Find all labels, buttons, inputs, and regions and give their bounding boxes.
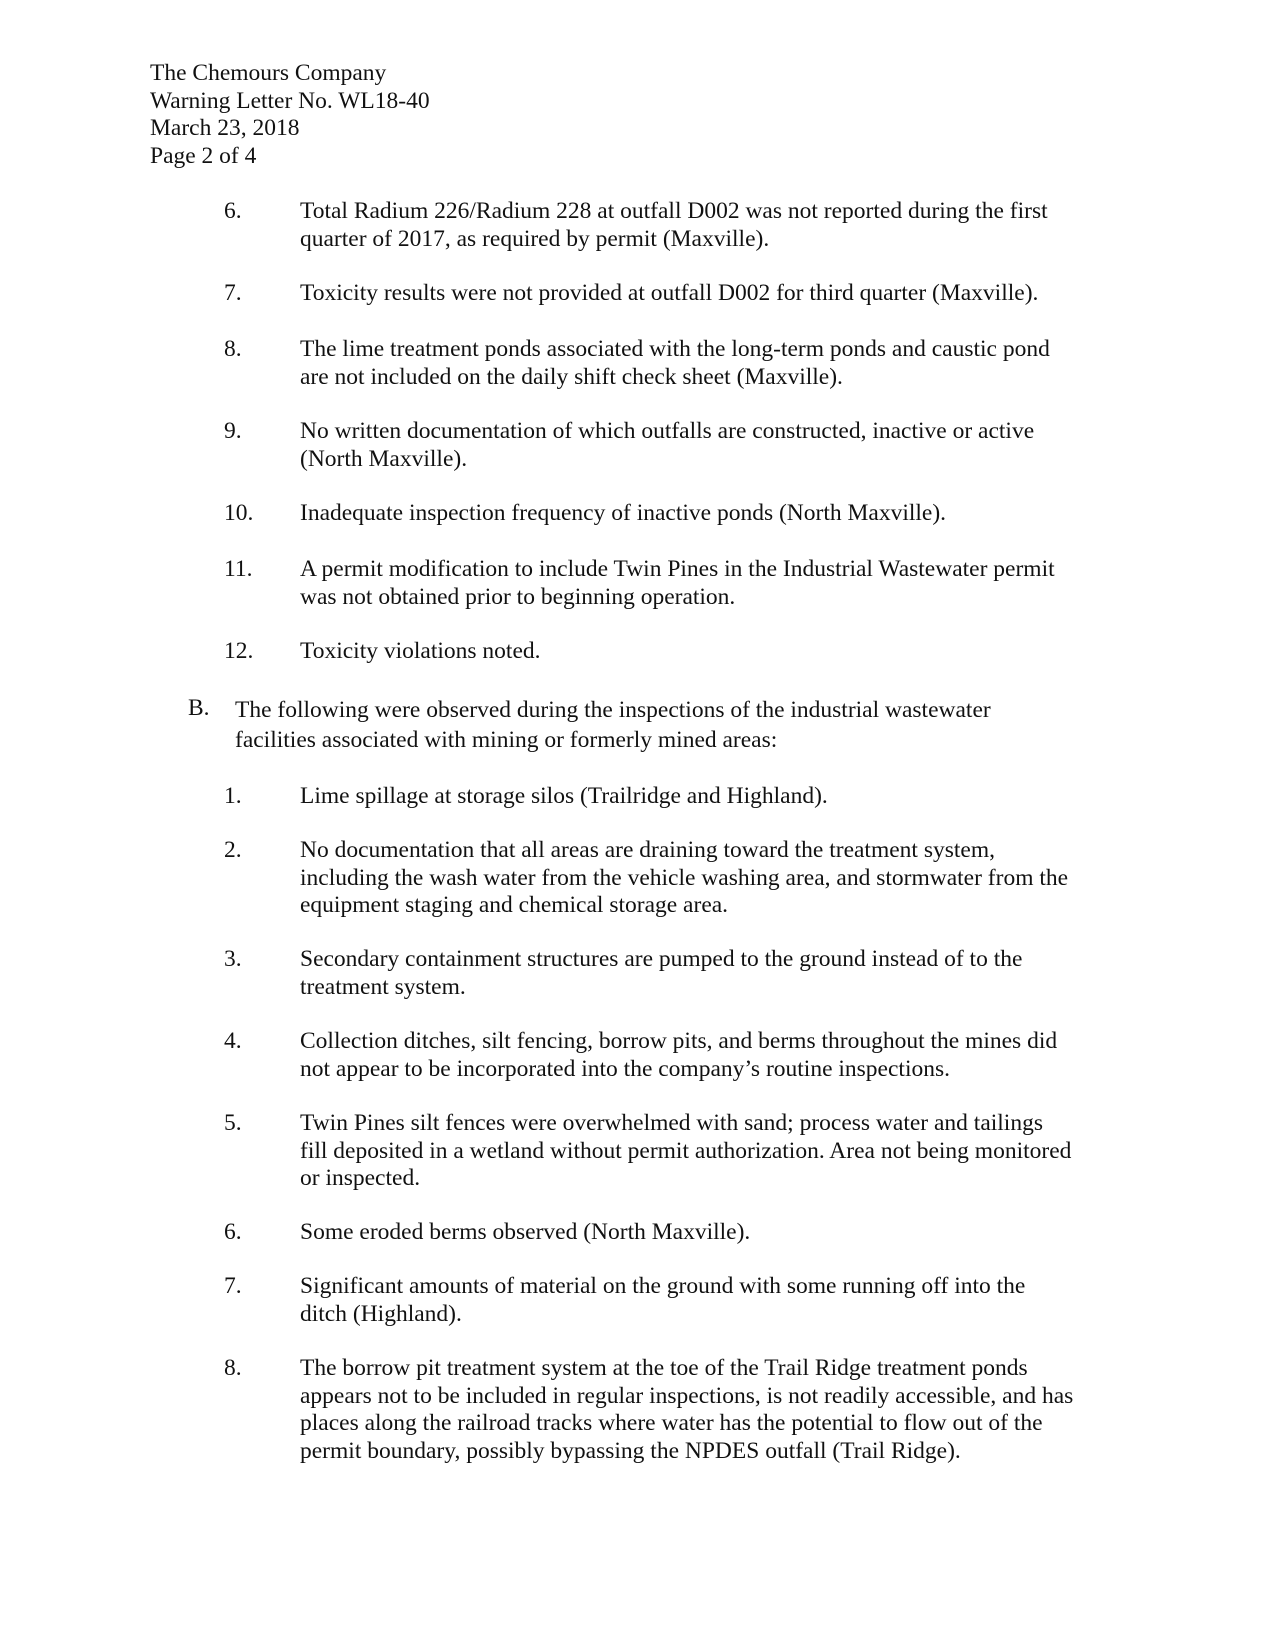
item-line: Toxicity results were not provided at outfall D002 for third quarter (Maxville). [300, 280, 1039, 306]
item-line: The borrow pit treatment system at the toe of the Trail Ridge treatment ponds [300, 1355, 1028, 1381]
item-line: equipment staging and chemical storage area. [300, 892, 729, 918]
item-number: 4. [224, 1028, 242, 1054]
section-letter: B. [188, 695, 210, 721]
item-number: 3. [224, 946, 242, 972]
item-number: 5. [224, 1110, 242, 1136]
item-text [300, 837, 1150, 920]
item-line: Total Radium 226/Radium 228 at outfall D002 was not reported during the first [300, 198, 1048, 224]
item-line: Inadequate inspection frequency of inactive ponds (North Maxville). [300, 500, 947, 526]
item-text [300, 1110, 1150, 1193]
item-line: was not obtained prior to beginning operation. [300, 583, 736, 610]
item-line: No written documentation of which outfalls are constructed, inactive or active [300, 418, 1035, 444]
item-line: are not included on the daily shift check sheet (Maxville). [300, 363, 843, 390]
item-number: 7. [224, 280, 242, 306]
item-text [300, 336, 1150, 391]
item-line: Twin Pines silt fences were overwhelmed with sand; process water and tailings [300, 1110, 1043, 1136]
item-text [300, 556, 1150, 611]
section-line: The following were observed during the inspections of the industrial wastewater [235, 697, 991, 723]
item-text [300, 1219, 1150, 1247]
item-line: Toxicity violations noted. [300, 638, 541, 664]
item-line: Secondary containment structures are pumped to the ground instead of to the [300, 946, 1023, 972]
item-text [300, 500, 1150, 528]
item-line: appears not to be included in regular inspections, is not readily accessible, and has [300, 1382, 1074, 1409]
warning-letter-number: Warning Letter No. WL18-40 [150, 87, 430, 114]
item-line: treatment system. [300, 973, 466, 1000]
item-text [300, 1355, 1150, 1465]
item-line: Significant amounts of material on the ground with some running off into the [300, 1273, 1026, 1299]
item-line: quarter of 2017, as required by permit (Maxville). [300, 225, 770, 252]
item-line: ditch (Highland). [300, 1300, 462, 1327]
company-name: The Chemours Company [150, 60, 387, 86]
section-line: facilities associated with mining or formerly mined areas: [235, 727, 778, 753]
item-line: Some eroded berms observed (North Maxville). [300, 1219, 751, 1245]
item-text [300, 1028, 1150, 1083]
item-line: A permit modification to include Twin Pines in the Industrial Wastewater permit [300, 556, 1055, 582]
item-text [300, 946, 1150, 1001]
item-line: No documentation that all areas are draining toward the treatment system, [300, 837, 995, 863]
section-intro [235, 695, 1095, 755]
item-number: 6. [224, 1219, 242, 1245]
letter-date: March 23, 2018 [150, 115, 300, 141]
item-line: or inspected. [300, 1165, 421, 1191]
item-number: 1. [224, 783, 242, 809]
item-text [300, 1273, 1150, 1328]
item-number: 10. [224, 500, 254, 526]
item-text [300, 280, 1150, 308]
item-number: 8. [224, 336, 242, 362]
item-text [300, 418, 1150, 473]
item-number: 7. [224, 1273, 242, 1299]
item-number: 12. [224, 638, 254, 664]
item-number: 6. [224, 198, 242, 224]
item-line: Collection ditches, silt fencing, borrow pits, and berms throughout the mines did [300, 1028, 1058, 1054]
item-text [300, 638, 1150, 666]
item-line: The lime treatment ponds associated with the long-term ponds and caustic pond [300, 336, 1050, 362]
item-line: fill deposited in a wetland without permit authorization. Area not being monitored [300, 1137, 1072, 1164]
item-number: 2. [224, 837, 242, 863]
item-number: 8. [224, 1355, 242, 1381]
item-line: places along the railroad tracks where water has the potential to flow out of the [300, 1410, 1043, 1436]
item-line: not appear to be incorporated into the company’s routine inspections. [300, 1055, 950, 1082]
item-line: permit boundary, possibly bypassing the NPDES outfall (Trail Ridge). [300, 1437, 961, 1464]
letter-header [150, 60, 430, 170]
item-text [300, 783, 1150, 811]
item-line: Lime spillage at storage silos (Trailridge and Highland). [300, 783, 828, 809]
page-number: Page 2 of 4 [150, 142, 257, 169]
item-line: (North Maxville). [300, 445, 468, 472]
item-line: including the wash water from the vehicle washing area, and stormwater from the [300, 864, 1069, 891]
item-number: 9. [224, 418, 242, 444]
item-text [300, 198, 1150, 253]
item-number: 11. [224, 556, 253, 582]
